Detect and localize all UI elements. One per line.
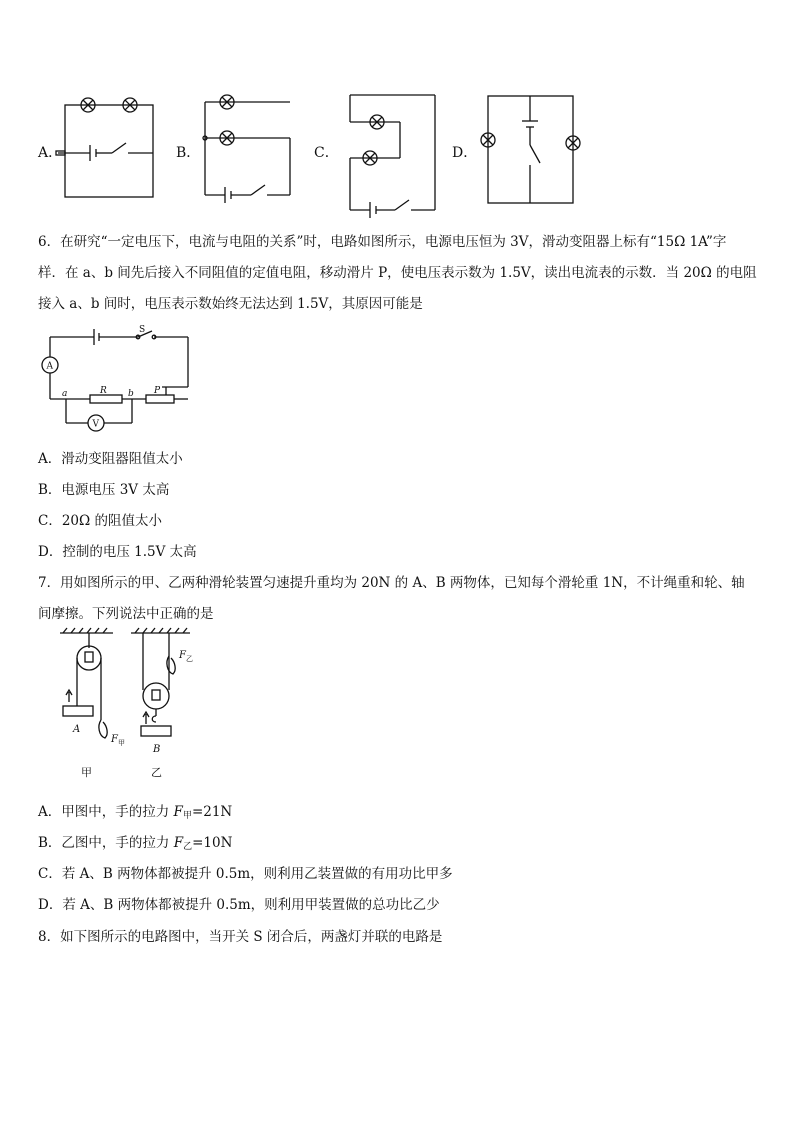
q5-option-b-circuit xyxy=(205,95,305,205)
q7-option-a-sub: 甲 xyxy=(182,811,192,821)
q6-label-a-point: a xyxy=(62,389,68,399)
q7-label-f-jia: F xyxy=(111,734,118,745)
q6-stem-line2: 样．在 a、b 间先后接入不同阻值的定值电阻，移动滑片 P，使电压表示数为 1.5V，读出电流表的示数．当 20Ω 的电阻 xyxy=(38,265,757,281)
q7-label-b: B xyxy=(153,744,161,755)
q7-option-d: D．若 A、B 两物体都被提升 0.5m，则利用甲装置做的总功比乙少 xyxy=(38,897,440,913)
q7-label-f-yi-sub: 乙 xyxy=(186,655,193,663)
q7-option-b-post: =10N xyxy=(192,835,233,851)
q5-option-d-letter: D． xyxy=(452,145,478,161)
q5-option-a-circuit xyxy=(60,95,160,205)
q6-option-d: D．控制的电压 1.5V 太高 xyxy=(38,544,197,560)
q5-option-c-circuit xyxy=(345,92,455,212)
q6-label-p: P xyxy=(154,386,161,396)
q7-option-a xyxy=(38,800,232,821)
q6-option-c: C．20Ω 的阻值太小 xyxy=(38,513,162,529)
q7-label-f-jia-sub: 甲 xyxy=(118,739,125,747)
q7-label-f-yi: F xyxy=(179,650,186,661)
q7-option-b-force: F xyxy=(173,835,184,851)
q5-option-b-letter: B． xyxy=(176,145,201,161)
q6-stem-line3: 接入 a、b 间时，电压表示数始终无法达到 1.5V，其原因可能是 xyxy=(38,296,423,312)
q8-stem: 8．如下图所示的电路图中，当开关 S 闭合后，两盏灯并联的电路是 xyxy=(38,929,443,945)
q5-option-a-letter: A． xyxy=(38,145,63,161)
q7-stem-line2: 间摩擦。下列说法中正确的是 xyxy=(38,606,214,622)
q6-option-b: B．电源电压 3V 太高 xyxy=(38,482,170,498)
q7-stem-line1: 7．用如图所示的甲、乙两种滑轮装置匀速提升重均为 20N 的 A、B 两物体，已知每个滑轮重 1N，不计绳重和轮、轴 xyxy=(38,575,745,591)
q7-option-b-pre: B．乙图中，手的拉力 xyxy=(38,835,174,851)
q7-option-a-pre: A．甲图中，手的拉力 xyxy=(38,804,174,820)
q6-label-r: R xyxy=(100,386,107,396)
q6-stem-line1: 6．在研究“一定电压下，电流与电阻的关系”时，电路如图所示，电源电压恒为 3V，滑动变阻器上标有“15Ω 1A”字 xyxy=(38,234,727,250)
q7-option-b xyxy=(38,831,232,852)
q6-option-a: A．滑动变阻器阻值太小 xyxy=(38,451,183,467)
q5-option-c-letter: C． xyxy=(314,145,339,161)
q7-option-a-post: =21N xyxy=(191,804,233,820)
q5-option-d-circuit xyxy=(485,93,595,213)
q7-option-b-sub: 乙 xyxy=(183,842,193,852)
q6-label-a: A xyxy=(46,361,53,372)
q6-label-s: S xyxy=(139,325,146,335)
q6-label-v: V xyxy=(92,419,99,430)
q7-pulley-figure xyxy=(55,628,215,788)
q7-label-jia: 甲 xyxy=(81,766,92,779)
q7-label-a: A xyxy=(73,724,81,735)
q6-label-b-point: b xyxy=(128,389,134,399)
q7-label-yi: 乙 xyxy=(151,766,162,779)
q7-option-a-force: F xyxy=(173,804,183,820)
q7-option-c: C．若 A、B 两物体都被提升 0.5m，则利用乙装置做的有用功比甲多 xyxy=(38,866,453,882)
q6-circuit-figure xyxy=(42,325,202,435)
